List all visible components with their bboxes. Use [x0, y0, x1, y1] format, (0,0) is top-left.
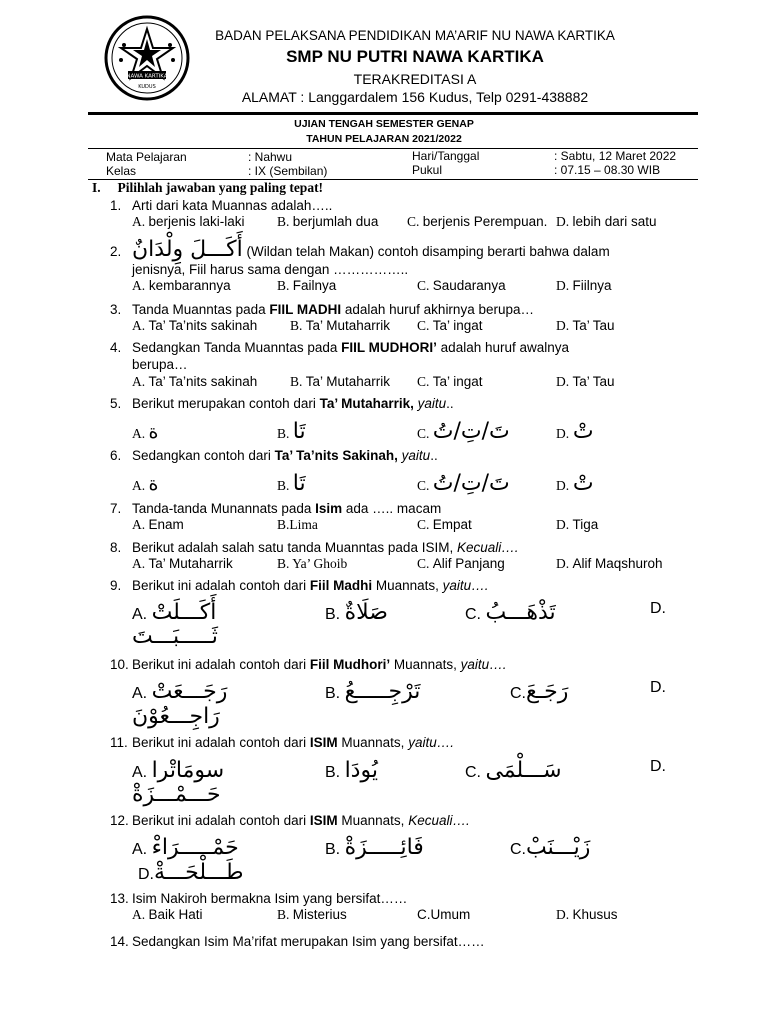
q12-n: 12. [110, 813, 129, 828]
q5-pre: Berikut merupakan contoh dari [132, 396, 320, 411]
letters-b-: B. [277, 214, 293, 229]
q9-a: أَكَـــلَتْ [151, 600, 217, 625]
letters-d-: D. [556, 318, 573, 333]
q6-bold: Ta’ Ta’nits Sakinah, [274, 448, 398, 463]
q6-a: ة [148, 473, 159, 495]
q14-n: 14. [110, 934, 129, 949]
q12-a: حَمْـــــرَاءْ [151, 835, 239, 860]
q8-b: Ya’ Ghoib [292, 556, 348, 571]
letters-d: D. [650, 679, 666, 696]
q5-c: تَ/تِ/تُ [432, 419, 510, 444]
letters-b-: B. [290, 318, 306, 333]
q3-n: 3. [110, 302, 122, 317]
letters-a-: A. [132, 685, 152, 702]
q13-text: Isim Nakiroh bermakna Isim yang bersifat…… [132, 891, 408, 906]
foundation-name: BADAN PELAKSANA PENDIDIKAN MA’ARIF NU NAWA KARTIKA [215, 28, 615, 43]
q9-n: 9. [110, 578, 122, 593]
q4-b: Ta’ Mutaharrik [305, 374, 391, 389]
letters-b-: B. [325, 685, 345, 702]
question-14 [110, 934, 750, 950]
letters-d: D. [556, 426, 570, 441]
letters-a-: A. [132, 841, 152, 858]
question-8 [110, 540, 750, 556]
q8-c: Alif Panjang [432, 556, 505, 571]
q1-d: lebih dari satu [572, 214, 657, 229]
q11-b: يُودَا [344, 758, 378, 783]
q13-b: Misterius [292, 907, 347, 922]
q5-n: 5. [110, 396, 122, 411]
school-logo [104, 15, 190, 101]
q5-bold: Ta’ Mutaharrik, [319, 396, 414, 411]
letters-d-: D. [556, 374, 573, 389]
q6-b: تَا [292, 471, 306, 496]
q6-post: .. [430, 448, 438, 463]
letters-b-: B. [290, 374, 306, 389]
q6-italic: yaitu [397, 448, 431, 463]
time-label: Pukul [412, 163, 443, 177]
q6-c: تَ/تِ/تُ [432, 471, 510, 496]
accreditation: TERAKREDITASI A [353, 71, 477, 87]
q5-d: تْ [572, 419, 594, 444]
q7-post: ada ….. macam [342, 501, 442, 516]
subject-label: Mata Pelajaran [106, 150, 187, 164]
question-2 [110, 238, 750, 264]
q7-pre: Tanda-tanda Munannats pada [132, 501, 316, 516]
q3-c: Ta’ ingat [432, 318, 483, 333]
section-heading [92, 180, 323, 196]
letters-a-: A. [132, 606, 152, 623]
letters-b-: B. [277, 478, 293, 493]
letters-a-: A. [132, 214, 149, 229]
q1-c: berjenis Perempuan. [422, 214, 548, 229]
q13-c: C.Umum [417, 907, 471, 922]
q7-c: Empat [432, 517, 472, 532]
letters-d-: D. [556, 556, 573, 571]
section-title: Pilihlah jawaban yang paling tepat! [117, 180, 324, 195]
q14-text: Sedangkan Isim Ma’rifat merupakan Isim yang bersifat…… [132, 934, 485, 949]
letters-b-: B. [325, 764, 345, 781]
q9-d: ثَـــــبَـــتَ [132, 624, 218, 649]
letters-b-: B. [277, 278, 293, 293]
letters-a-: A. [132, 556, 149, 571]
q10-italic: yaitu…. [460, 657, 507, 672]
letters-c-: C. [465, 606, 486, 623]
q2-text1: (Wildan telah Makan) contoh disamping berarti bahwa dalam [246, 244, 610, 259]
q4-d: Ta’ Tau [572, 374, 615, 389]
class-value: : IX (Sembilan) [248, 164, 328, 178]
q9-post: Muannats, [372, 578, 443, 593]
q5-italic: yaitu [413, 396, 447, 411]
logo-text: NAWA KARTIKA [126, 73, 168, 80]
q6-pre: Sedangkan contoh dari [132, 448, 275, 463]
q6-n: 6. [110, 448, 122, 463]
letters-a-: A. [132, 478, 149, 493]
q12-c: زَيْـــنَبْ [526, 835, 591, 860]
q2-d: Fiilnya [572, 278, 612, 293]
q5-b: تَا [292, 419, 306, 444]
q13-d: Khusus [572, 907, 618, 922]
letters-d-: D. [556, 214, 573, 229]
q10-n: 10. [110, 657, 129, 672]
class-label: Kelas [106, 164, 137, 178]
question-2-cont: jenisnya, Fiil harus sama dengan …………….. [132, 262, 409, 277]
question-12 [110, 813, 750, 829]
question-9 [110, 578, 750, 594]
section-number: I. [92, 180, 101, 195]
q2-a: kembarannya [148, 278, 231, 293]
school-name: SMP NU PUTRI NAWA KARTIKA [286, 47, 544, 66]
q8-d: Alif Maqshuroh [572, 556, 663, 571]
question-5 [110, 396, 750, 412]
letters-d: D. [138, 866, 154, 883]
q2-n: 2. [110, 244, 122, 259]
letters-b-: B. [325, 606, 345, 623]
letters-c-: C. [417, 318, 433, 333]
day-value: : Sabtu, 12 Maret 2022 [554, 149, 677, 163]
letters-b-: B. [277, 556, 293, 571]
question-11 [110, 735, 750, 751]
q10-c: رَجَـعَ [526, 679, 569, 704]
q9-b: صَلَاةٌ [344, 600, 388, 625]
question-7 [110, 501, 750, 517]
q11-a: سومَاتْرا [151, 758, 225, 783]
q8-italic: Kecuali…. [456, 540, 519, 555]
q4-c: Ta’ ingat [432, 374, 483, 389]
q4-a: Ta’ Ta’nits sakinah [148, 374, 258, 389]
q4-pre: Sedangkan Tanda Muanntas pada [132, 340, 342, 355]
q11-bold: ISIM [309, 735, 338, 750]
q12-italic: Kecuali…. [408, 813, 470, 828]
q11-post: Muannats, [337, 735, 409, 750]
q7-b: B.Lima [277, 517, 318, 532]
q8-pre: Berikut adalah salah satu tanda Muanntas pada ISIM, [132, 540, 457, 555]
letters-a-: A. [132, 907, 149, 922]
q3-a: Ta’ Ta’nits sakinah [148, 318, 258, 333]
q11-n: 11. [110, 735, 128, 750]
letters-c-: C. [407, 214, 423, 229]
question-4 [110, 340, 750, 356]
q2-c: Saudaranya [432, 278, 506, 293]
letters-d: D. [650, 600, 666, 617]
letters-d: D. [556, 478, 570, 493]
q12-pre: Berikut ini adalah contoh dari [132, 813, 310, 828]
q3-b: Ta’ Mutaharrik [305, 318, 391, 333]
question-10 [110, 657, 750, 673]
letters-b-: B. [277, 426, 293, 441]
exam-year: TAHUN PELAJARAN 2021/2022 [306, 133, 462, 145]
subject-value: : Nahwu [248, 150, 293, 164]
q9-c: تَذْهَـــبُ [485, 600, 556, 625]
question-13 [110, 891, 750, 907]
question-1 [110, 198, 750, 214]
q13-a: Baik Hati [148, 907, 203, 922]
q11-c: سَـــلْمَى [485, 758, 562, 783]
letters-a-: A. [132, 318, 149, 333]
q6-d: تْ [572, 471, 594, 496]
q4-n: 4. [110, 340, 122, 355]
letters-b-: B. [325, 841, 345, 858]
question-6 [110, 448, 750, 464]
q1-n: 1. [110, 198, 122, 213]
q3-post: adalah huruf akhirnya berupa… [341, 302, 534, 317]
q10-post: Muannats, [390, 657, 461, 672]
letters-c: C. [510, 841, 526, 858]
q12-b: فَائِـــــزَةْ [344, 835, 424, 860]
q8-a: Ta’ Mutaharrik [148, 556, 233, 571]
letters-c-: C. [417, 517, 433, 532]
q1-b: berjumlah dua [292, 214, 379, 229]
q13-n: 13. [110, 891, 129, 906]
letters-c-: C. [465, 764, 486, 781]
q7-a: Enam [148, 517, 184, 532]
letters-d: D. [650, 758, 666, 775]
q3-pre: Tanda Muanntas pada [132, 302, 270, 317]
q8-n: 8. [110, 540, 122, 555]
q10-pre: Berikut ini adalah contoh dari [132, 657, 310, 672]
q10-d: رَاجِـــعُوْنَ [132, 704, 220, 729]
q10-b: تَرْجِـــــعُ [344, 679, 421, 704]
q12-bold: ISIM [309, 813, 338, 828]
q11-d: حَـــمْـــزَةْ [132, 782, 221, 807]
letters-b-: B. [277, 907, 293, 922]
q9-pre: Berikut ini adalah contoh dari [132, 578, 310, 593]
letters-c-: C. [417, 556, 433, 571]
q12-post: Muannats, [337, 813, 409, 828]
arabic-example: أَكَـــلَ وِلْدَانٌ [132, 237, 243, 262]
header-divider [88, 112, 698, 115]
letters-a-: A. [132, 764, 152, 781]
question-3 [110, 302, 750, 318]
time-value: : 07.15 – 08.30 WIB [554, 163, 661, 177]
letters-d-: D. [556, 517, 573, 532]
q12-d: طَـــلْحَـــةْ [154, 860, 244, 885]
q10-bold: Fiil Mudhori’ [309, 657, 391, 672]
letters-c-: C. [417, 426, 433, 441]
q7-n: 7. [110, 501, 122, 516]
q11-pre: Berikut ini adalah contoh dari [132, 735, 310, 750]
letters-c-: C. [417, 478, 433, 493]
q11-italic: yaitu…. [408, 735, 454, 750]
q1-text: Arti dari kata Muannas adalah….. [132, 198, 333, 213]
q3-d: Ta’ Tau [572, 318, 615, 333]
q9-bold: Fiil Madhi [309, 578, 373, 593]
letters-a-: A. [132, 374, 149, 389]
q4-post: adalah huruf awalnya [436, 340, 570, 355]
letters-c-: C. [417, 374, 433, 389]
q9-italic: yaitu…. [442, 578, 489, 593]
letters-c-: C. [417, 278, 433, 293]
question-4-cont: berupa… [132, 357, 188, 372]
school-address: ALAMAT : Langgardalem 156 Kudus, Telp 0291-438882 [241, 89, 589, 105]
q4-bold: FIIL MUDHORI’ [341, 340, 437, 355]
q3-bold: FIIL MADHI [269, 302, 342, 317]
q2-b: Failnya [292, 278, 337, 293]
letters-a-: A. [132, 426, 149, 441]
logo-subtext: KUDUS [138, 84, 156, 90]
q10-a: رَجَـــعَتْ [151, 679, 228, 704]
q7-bold: Isim [315, 501, 343, 516]
letters-c: C. [510, 685, 526, 702]
letters-a: A. [132, 278, 146, 293]
letters-d-: D. [556, 907, 573, 922]
q5-post: .. [446, 396, 454, 411]
q5-a: ة [148, 421, 159, 443]
letters-a-: A. [132, 517, 149, 532]
exam-title: UJIAN TENGAH SEMESTER GENAP [294, 118, 474, 130]
day-label: Hari/Tanggal [412, 149, 480, 163]
q1-a: berjenis laki-laki [148, 214, 245, 229]
letters-d-: D. [556, 278, 573, 293]
q7-d: Tiga [572, 517, 599, 532]
